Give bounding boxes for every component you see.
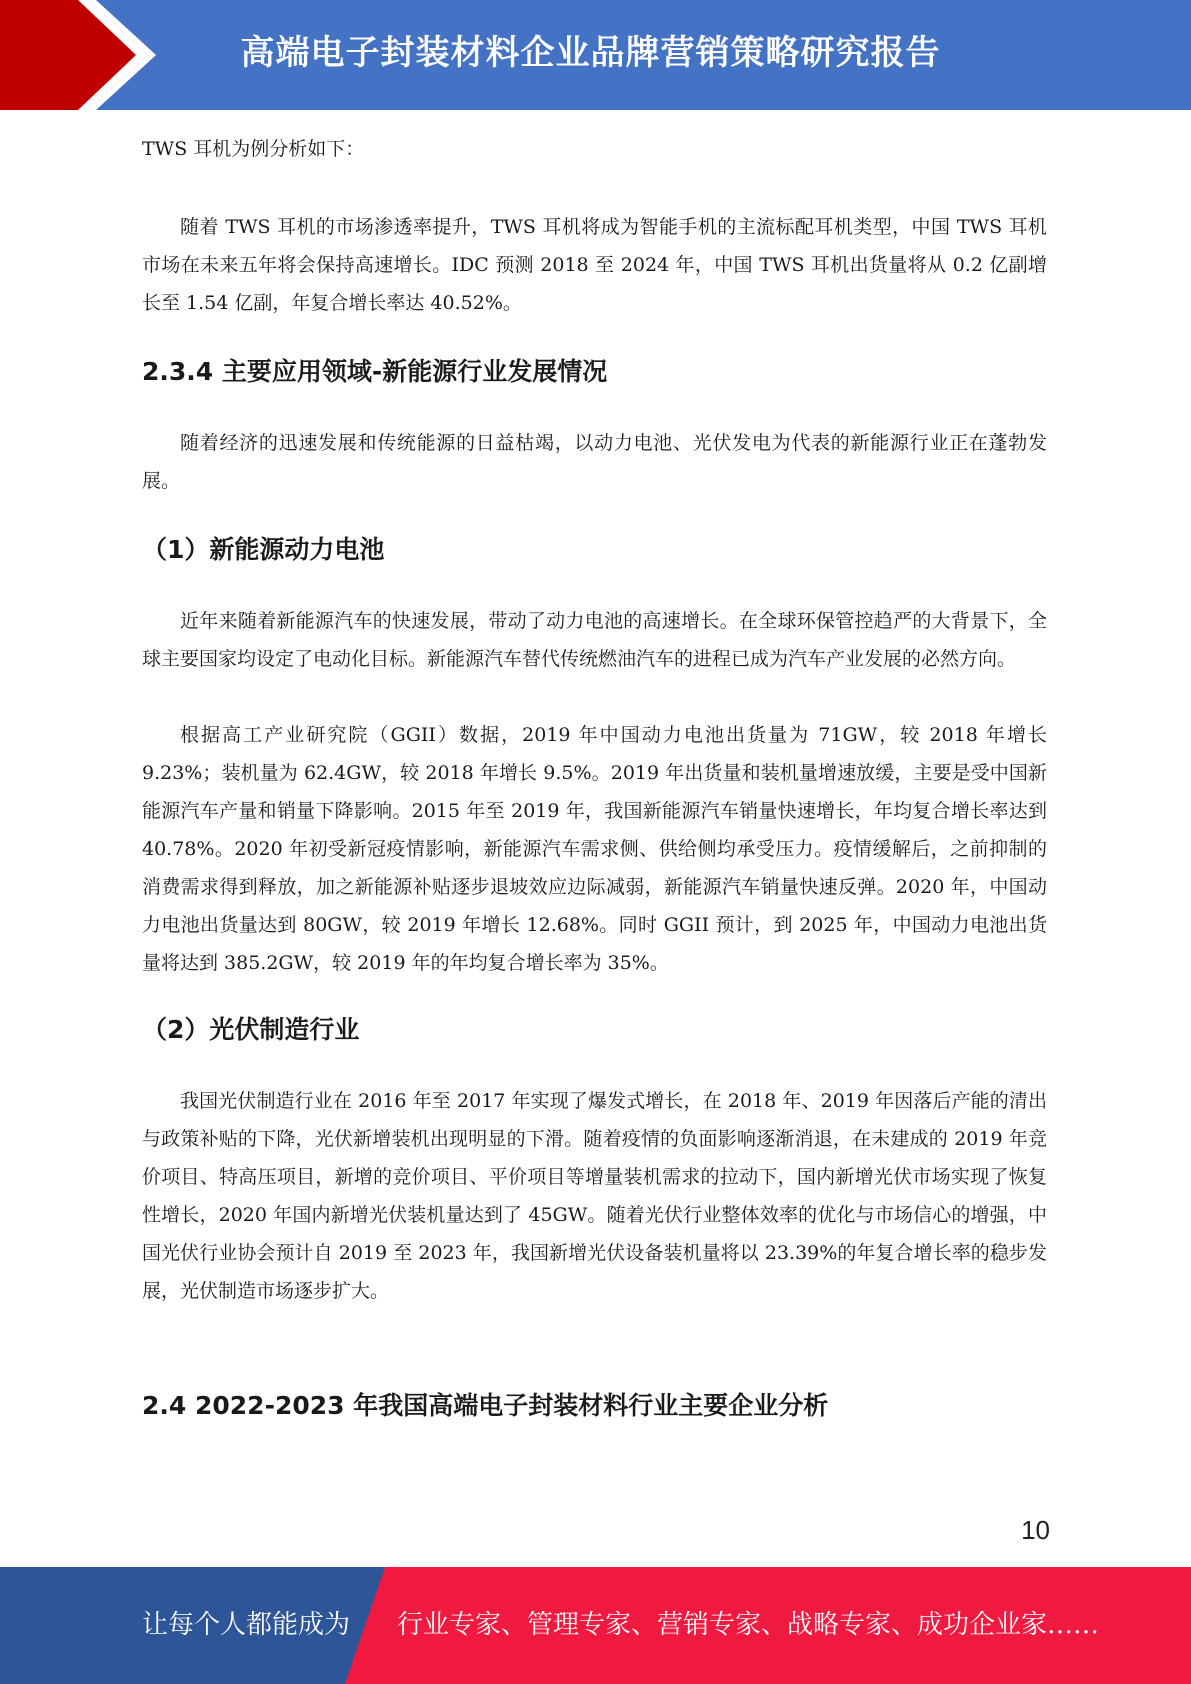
footer-slogan-left: 让每个人都能成为 [142, 1610, 351, 1640]
section-2-3-4-paragraph: 随着经济的迅速发展和传统能源的日益枯竭，以动力电池、光伏发电为代表的新能源行业正在蓬勃发展。 [142, 432, 1047, 492]
intro-line: TWS 耳机为例分析如下： [142, 138, 365, 160]
power-battery-paragraph-1: 近年来随着新能源汽车的快速发展，带动了动力电池的高速增长。在全球环保管控趋严的大背景下，全球主要国家均设定了电动化目标。新能源汽车替代传统燃油汽车的进程已成为汽车产业发展的必然方向。 [142, 610, 1047, 670]
subsection-power-battery-heading: （1）新能源动力电池 [142, 535, 385, 564]
power-battery-paragraph-2: 根据高工产业研究院（GGII）数据，2019 年中国动力电池出货量为 71GW，较 2018 年增长 9.23%；装机量为 62.4GW，较 2018 年增长 9.5%。2019 年出货量和装机量增速放缓，主要是受中国新能源汽车产量和销量下降影响。2015 年至 2019 年，我国新能源汽车销量快速增长，年均复合增长率达到 40.78%。2020 年初受新冠疫情影响，新能源汽车需求侧、供给侧均承受压力。疫情缓解后，之前抑制的消费需求得到释放，加之新能源补贴逐步退坡效应边际减弱，新能源汽车销量快速反弹。2020 年，中国动力电池出货量达到 80GW，较 2019 年增长 12.68%。同时 GGII 预计，到 2025 年，中国动力电池出货量将达到 385.2GW，较 2019 年的年均复合增长率为 35%。 [142, 724, 1047, 974]
section-2-3-4-heading: 2.3.4 主要应用领域-新能源行业发展情况 [142, 357, 608, 386]
page-number: 10 [1021, 1515, 1050, 1545]
photovoltaic-paragraph: 我国光伏制造行业在 2016 年至 2017 年实现了爆发式增长，在 2018 年、2019 年因落后产能的清出与政策补贴的下降，光伏新增装机出现明显的下滑。随着疫情的负面影响逐渐消退，在未建成的 2019 年竞价项目、特高压项目，新增的竞价项目、平价项目等增量装机需求的拉动下，国内新增光伏市场实现了恢复性增长，2020 年国内新增光伏装机量达到了 45GW。随着光伏行业整体效率的优化与市场信心的增强，中国光伏行业协会预计自 2019 至 2023 年，我国新增光伏设备装机量将以 23.39%的年复合增长率的稳步发展，光伏制造市场逐步扩大。 [142, 1090, 1047, 1302]
section-2-4-heading: 2.4 2022-2023 年我国高端电子封装材料行业主要企业分析 [142, 1391, 829, 1420]
header-title: 高端电子封装材料企业品牌营销策略研究报告 [240, 33, 941, 73]
subsection-photovoltaic-heading: （2）光伏制造行业 [142, 1015, 360, 1044]
document-body [142, 130, 1047, 1422]
page-footer [0, 1567, 1191, 1684]
page-header [0, 0, 1191, 110]
footer-slogan-right: 行业专家、管理专家、营销专家、战略专家、成功企业家…… [397, 1610, 1100, 1640]
tws-paragraph: 随着 TWS 耳机的市场渗透率提升，TWS 耳机将成为智能手机的主流标配耳机类型，中国 TWS 耳机市场在未来五年将会保持高速增长。IDC 预测 2018 至 2024 年，中国 TWS 耳机出货量将从 0.2 亿副增长至 1.54 亿副，年复合增长率达 40.52%。 [142, 216, 1047, 314]
